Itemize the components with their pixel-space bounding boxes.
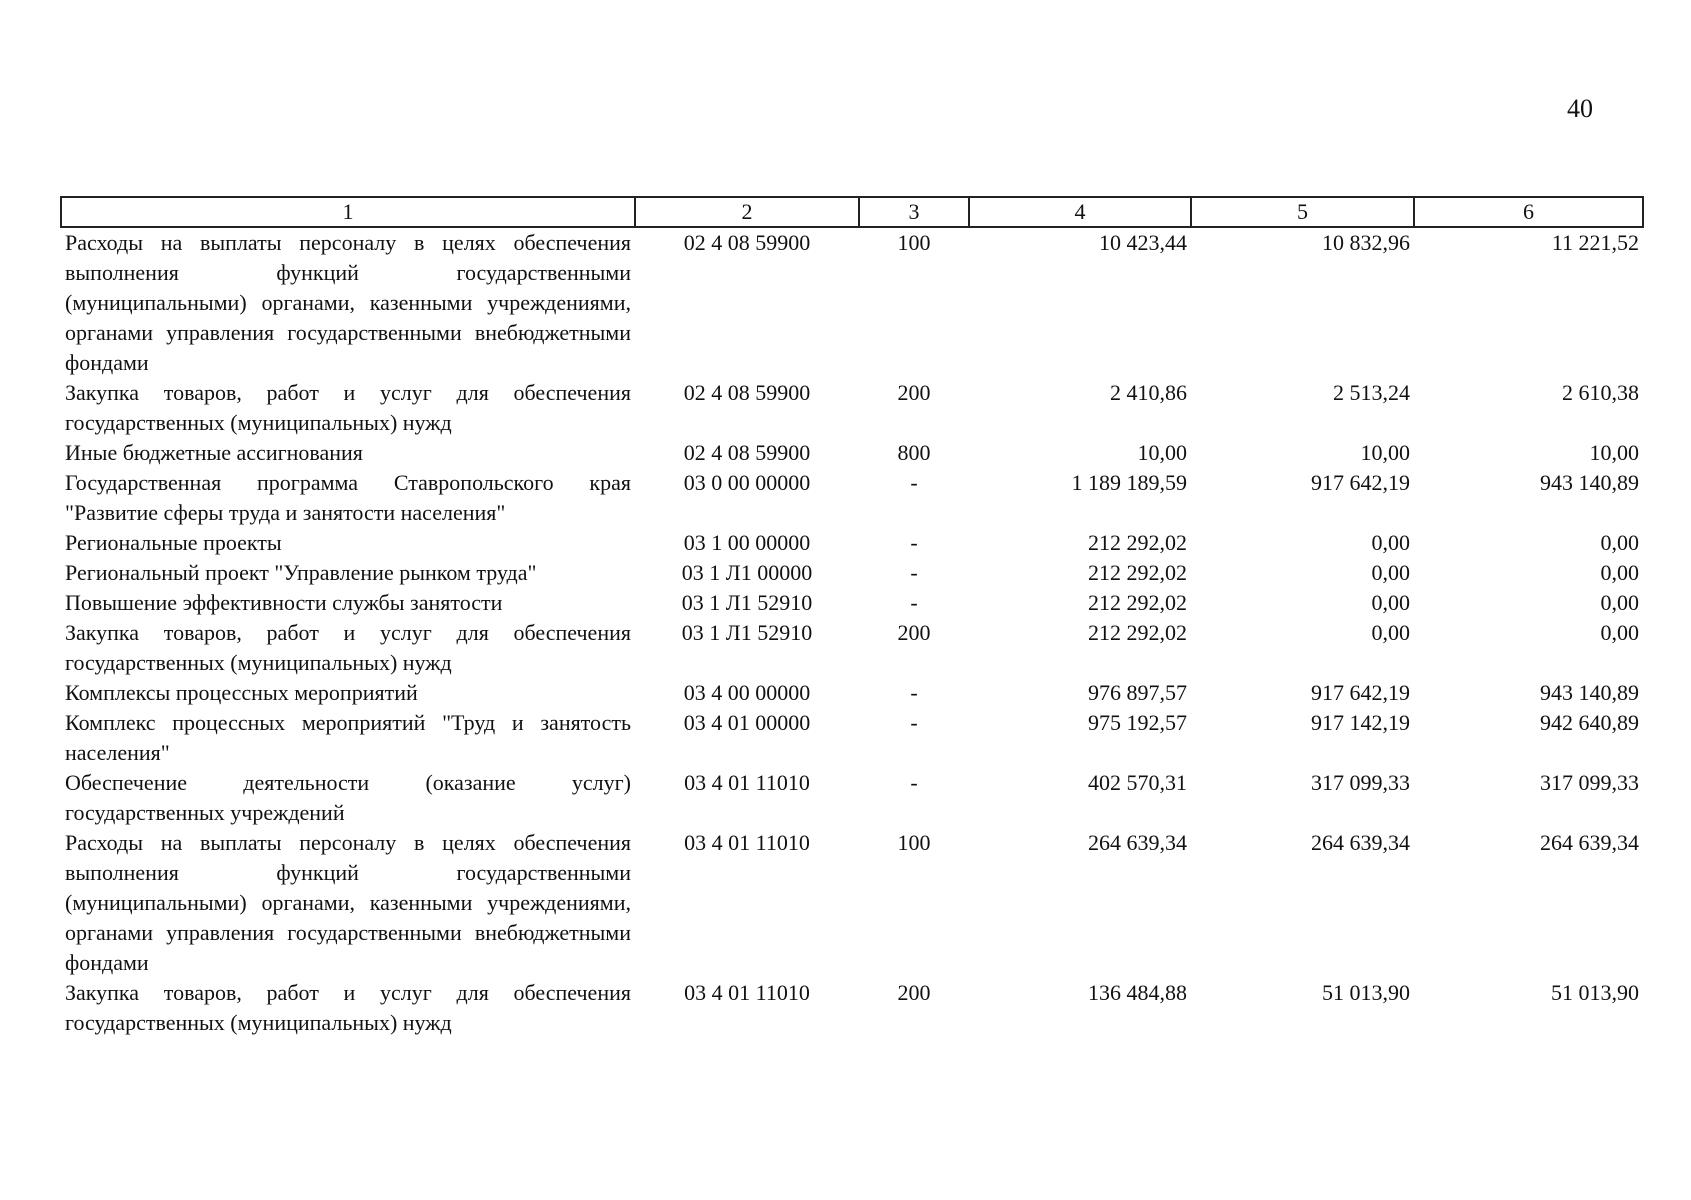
row-value-4: 212 292,02 <box>1088 560 1187 585</box>
row-code: 02 4 08 59900 <box>683 380 811 405</box>
table-row <box>61 978 1643 1038</box>
row-code: 03 4 01 11010 <box>684 770 810 795</box>
row-value-6: 942 640,89 <box>1540 710 1639 735</box>
row-value-5: 317 099,33 <box>1311 770 1410 795</box>
row-name: Комплексы процессных мероприятий <box>65 680 418 705</box>
row-value-4: 264 639,34 <box>1088 830 1187 855</box>
row-name: Закупка товаров, работ и услуг для обеспечения государственных (муниципальных) нужд <box>65 620 631 675</box>
row-name: Повышение эффективности службы занятости <box>65 590 503 615</box>
row-type: 200 <box>897 380 931 405</box>
row-code: 03 4 01 00000 <box>683 710 811 735</box>
row-name: Иные бюджетные ассигнования <box>65 440 363 465</box>
row-value-6: 11 221,52 <box>1551 230 1639 255</box>
row-code: 03 1 00 00000 <box>683 530 811 555</box>
column-header: 2 <box>635 197 859 227</box>
row-value-5: 2 513,24 <box>1333 380 1410 405</box>
table-row <box>61 468 1643 528</box>
row-value-4: 10 423,44 <box>1099 230 1187 255</box>
table-row <box>61 828 1643 978</box>
row-value-6: 10,00 <box>1589 440 1639 465</box>
row-value-4: 212 292,02 <box>1088 620 1187 645</box>
table-row <box>61 378 1643 438</box>
row-value-4: 402 570,31 <box>1088 770 1187 795</box>
column-header: 1 <box>61 197 635 227</box>
row-code: 03 1 Л1 52910 <box>681 620 813 645</box>
row-name: Комплекс процессных мероприятий "Труд и занятость населения" <box>65 710 631 765</box>
table-row <box>61 708 1643 768</box>
row-name: Региональные проекты <box>65 530 282 555</box>
row-value-4: 10,00 <box>1137 440 1187 465</box>
row-value-6: 2 610,38 <box>1562 380 1639 405</box>
row-name: Региональный проект "Управление рынком труда" <box>65 560 537 585</box>
row-value-5: 51 013,90 <box>1322 980 1410 1005</box>
table-row <box>61 768 1643 828</box>
row-type: - <box>910 770 918 795</box>
row-code: 03 1 Л1 52910 <box>681 590 813 615</box>
table-row <box>61 558 1643 588</box>
row-value-6: 317 099,33 <box>1540 770 1639 795</box>
row-type: - <box>910 470 918 495</box>
row-type: - <box>910 560 918 585</box>
row-value-6: 51 013,90 <box>1551 980 1639 1005</box>
row-type: - <box>910 590 918 615</box>
row-value-5: 10,00 <box>1360 440 1410 465</box>
table-row <box>61 618 1643 678</box>
table-body <box>61 227 1643 1038</box>
row-value-5: 917 642,19 <box>1311 680 1410 705</box>
row-value-4: 2 410,86 <box>1110 380 1187 405</box>
row-code: 02 4 08 59900 <box>683 230 811 255</box>
row-code: 02 4 08 59900 <box>683 440 811 465</box>
row-code: 03 4 01 11010 <box>684 830 810 855</box>
page-number: 40 <box>1567 94 1593 123</box>
row-value-6: 264 639,34 <box>1540 830 1639 855</box>
row-type: 200 <box>897 980 931 1005</box>
column-header: 5 <box>1191 197 1414 227</box>
table-row <box>61 588 1643 618</box>
row-code: 03 1 Л1 00000 <box>681 560 813 585</box>
table-row <box>61 528 1643 558</box>
row-value-4: 212 292,02 <box>1088 590 1187 615</box>
row-name: Закупка товаров, работ и услуг для обеспечения государственных (муниципальных) нужд <box>65 980 631 1035</box>
row-type: 200 <box>897 620 931 645</box>
row-type: 100 <box>897 230 931 255</box>
row-name: Расходы на выплаты персоналу в целях обеспечения выполнения функций государственными (муниципальными) органами, казенными учреждениями, органами управления государственными внебюджетными фондами <box>65 830 631 975</box>
row-name: Государственная программа Ставропольского края "Развитие сферы труда и занятости населения" <box>65 470 631 525</box>
row-value-6: 0,00 <box>1600 620 1639 645</box>
row-code: 03 0 00 00000 <box>683 470 811 495</box>
header-row <box>61 197 1643 227</box>
row-value-5: 917 642,19 <box>1311 470 1410 495</box>
row-value-5: 0,00 <box>1371 560 1410 585</box>
row-type: - <box>910 530 918 555</box>
row-value-6: 0,00 <box>1600 590 1639 615</box>
row-value-6: 943 140,89 <box>1540 680 1639 705</box>
column-header: 6 <box>1414 197 1643 227</box>
table-row <box>61 678 1643 708</box>
table-row <box>61 227 1643 378</box>
row-value-4: 212 292,02 <box>1088 530 1187 555</box>
row-value-6: 943 140,89 <box>1540 470 1639 495</box>
row-value-5: 0,00 <box>1371 620 1410 645</box>
column-header: 4 <box>969 197 1191 227</box>
row-code: 03 4 00 00000 <box>683 680 811 705</box>
row-code: 03 4 01 11010 <box>684 980 810 1005</box>
column-header: 3 <box>859 197 969 227</box>
row-value-4: 975 192,57 <box>1088 710 1187 735</box>
row-name: Обеспечение деятельности (оказание услуг) государственных учреждений <box>65 770 631 825</box>
table-row <box>61 438 1643 468</box>
row-value-5: 0,00 <box>1371 530 1410 555</box>
row-name: Расходы на выплаты персоналу в целях обеспечения выполнения функций государственными (муниципальными) органами, казенными учреждениями, органами управления государственными внебюджетными фондами <box>65 230 631 375</box>
row-value-4: 136 484,88 <box>1088 980 1187 1005</box>
row-type: - <box>910 710 918 735</box>
row-value-5: 917 142,19 <box>1311 710 1410 735</box>
row-type: 100 <box>897 830 931 855</box>
row-type: 800 <box>897 440 931 465</box>
row-name: Закупка товаров, работ и услуг для обеспечения государственных (муниципальных) нужд <box>65 380 631 435</box>
row-type: - <box>910 680 918 705</box>
row-value-5: 264 639,34 <box>1311 830 1410 855</box>
row-value-5: 10 832,96 <box>1322 230 1410 255</box>
budget-table <box>60 196 1644 1038</box>
row-value-4: 1 189 189,59 <box>1071 470 1187 495</box>
row-value-6: 0,00 <box>1600 560 1639 585</box>
row-value-5: 0,00 <box>1371 590 1410 615</box>
row-value-6: 0,00 <box>1600 530 1639 555</box>
row-value-4: 976 897,57 <box>1088 680 1187 705</box>
